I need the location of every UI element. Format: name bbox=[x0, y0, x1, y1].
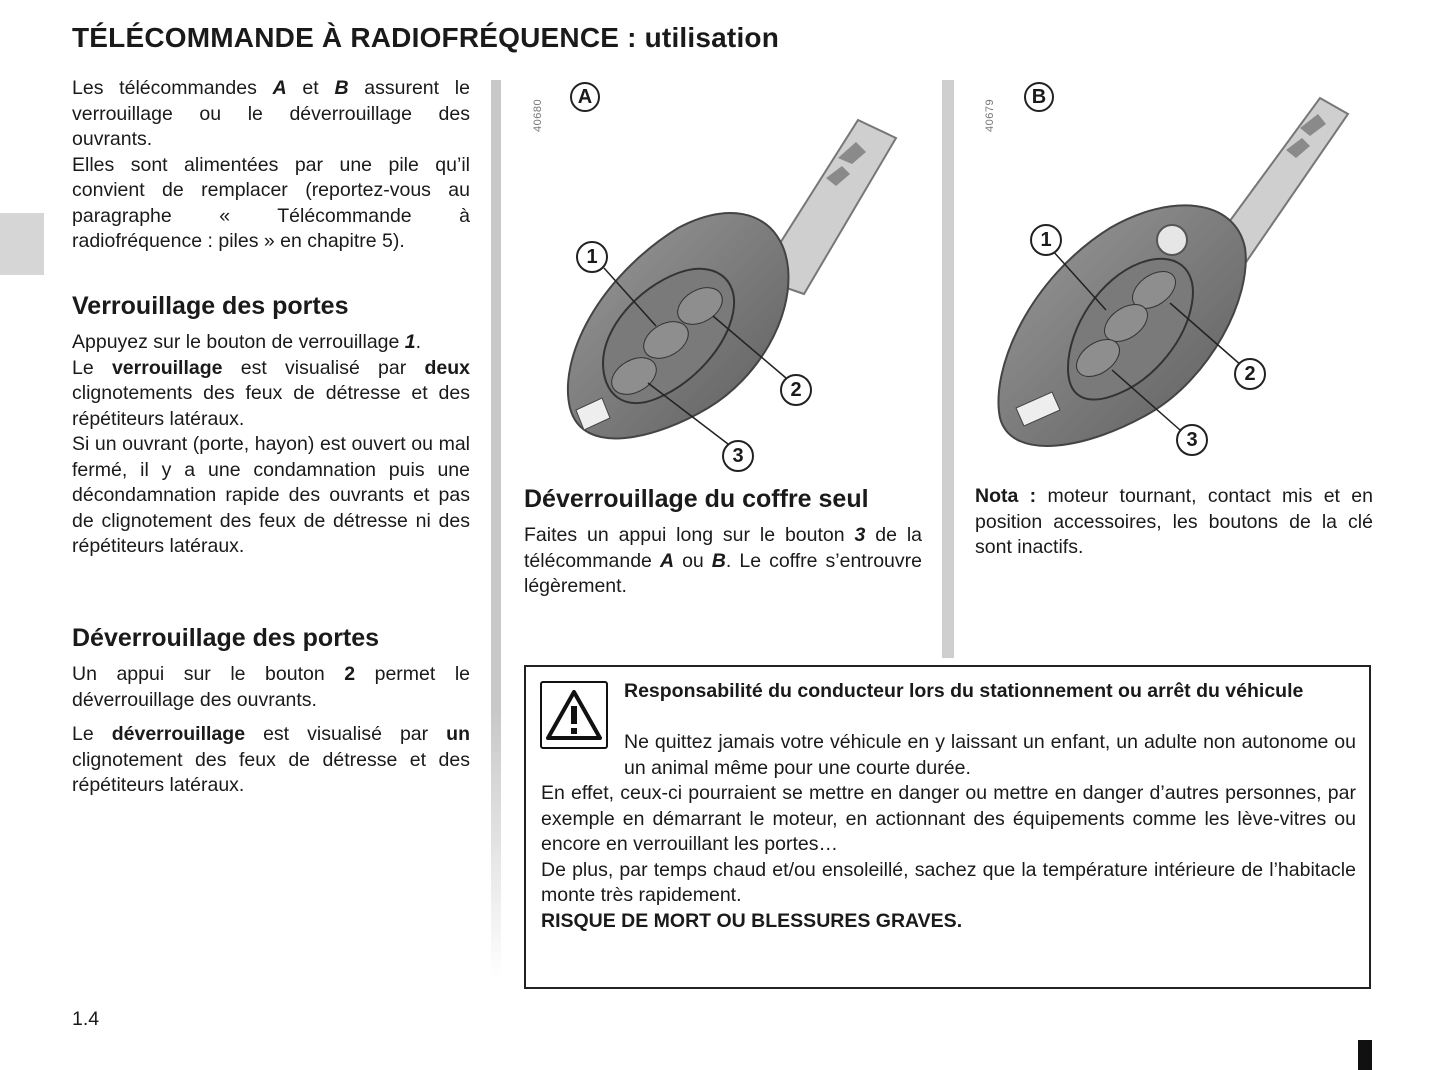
trunk-paragraph: Faites un appui long sur le bouton 3 de la télécommande A ou B. Le coffre s’entrouvre légèrement. bbox=[524, 524, 923, 597]
trunk-section bbox=[524, 484, 922, 600]
unlocking-paragraph-2: Le déverrouillage est visualisé par un clignotement des feux de détresse et des répétiteurs latéraux. bbox=[72, 723, 470, 796]
intro-paragraph-1: Les télécommandes A et B assurent le verrouillage ou le déverrouillage des ouvrants. bbox=[72, 77, 470, 150]
figure-b-callout-1: 1 bbox=[1030, 224, 1062, 256]
column-divider-right bbox=[942, 80, 954, 658]
key-b-release-button bbox=[1157, 225, 1187, 255]
intro-section bbox=[72, 76, 470, 255]
figure-a-callout-1: 1 bbox=[576, 241, 608, 273]
trunk-heading: Déverrouillage du coffre seul bbox=[524, 485, 869, 513]
figure-b-code: 40679 bbox=[984, 98, 996, 132]
figure-b-callout-2: 2 bbox=[1234, 358, 1266, 390]
figure-a-code: 40680 bbox=[532, 98, 544, 132]
unlocking-heading: Déverrouillage des portes bbox=[72, 624, 380, 652]
warning-body bbox=[541, 781, 1356, 934]
warning-paragraph-1: Ne quittez jamais votre véhicule en y laissant un enfant, un adulte non autonome ou un animal même pour une courte durée. bbox=[624, 731, 1356, 779]
locking-paragraph-1: Appuyez sur le bouton de verrouillage 1. bbox=[72, 331, 422, 353]
figure-a bbox=[508, 78, 938, 478]
locking-paragraph-3: Si un ouvrant (porte, hayon) est ouvert ou mal fermé, il y a une condamnation puis une décondamnation rapide des ouvrants et pas de clignotement des feux de détresse ni des répétiteurs latéraux. bbox=[72, 433, 470, 557]
warning-paragraph-4: RISQUE DE MORT OU BLESSURES GRAVES. bbox=[541, 909, 963, 932]
chapter-tab bbox=[0, 213, 44, 275]
warning-paragraph-2: En effet, ceux-ci pourraient se mettre en danger ou mettre en danger d’autres personnes, par exemple en démarrant le moteur, en actionnant des équipements comme les lève-vitres ou encore en verrouillant les portes… bbox=[541, 782, 1356, 855]
figure-a-letter: A bbox=[570, 82, 600, 112]
warning-box bbox=[524, 665, 1371, 989]
warning-triangle-icon bbox=[540, 681, 608, 749]
unlocking-section bbox=[72, 623, 470, 799]
locking-paragraph-2: Le verrouillage est visualisé par deux clignotements des feux de détresse et des répétiteurs latéraux. bbox=[72, 356, 471, 430]
figure-b-letter: B bbox=[1024, 82, 1054, 112]
warning-heading: Responsabilité du conducteur lors du stationnement ou arrêt du véhicule bbox=[624, 680, 1304, 702]
unlocking-paragraph-1: Un appui sur le bouton 2 permet le déverrouillage des ouvrants. bbox=[72, 663, 471, 711]
key-b-illustration bbox=[960, 78, 1380, 478]
figure-a-callout-3: 3 bbox=[722, 440, 754, 472]
corner-marker bbox=[1358, 1040, 1372, 1070]
page-title: TÉLÉCOMMANDE À RADIOFRÉQUENCE : utilisation bbox=[72, 22, 780, 53]
note-paragraph: Nota : moteur tournant, contact mis et en position accessoires, les boutons de la clé sont inactifs. bbox=[975, 485, 1373, 558]
note-section bbox=[975, 484, 1373, 561]
warning-paragraph-3: De plus, par temps chaud et/ou ensoleillé, sachez que la température intérieure de l’habitacle monte très rapidement. bbox=[541, 858, 1356, 906]
locking-section bbox=[72, 291, 470, 560]
column-divider-left bbox=[491, 80, 501, 980]
figure-b bbox=[960, 78, 1380, 478]
key-a-illustration bbox=[508, 78, 938, 478]
figure-b-callout-3: 3 bbox=[1176, 424, 1208, 456]
intro-paragraph-2: Elles sont alimentées par une pile qu’il convient de remplacer (reportez-vous au paragraphe « Télécommande à radiofréquence : piles » en chapitre 5). bbox=[72, 153, 470, 252]
locking-heading: Verrouillage des portes bbox=[72, 292, 349, 320]
figure-a-callout-2: 2 bbox=[780, 374, 812, 406]
page-number: 1.4 bbox=[72, 1008, 100, 1030]
